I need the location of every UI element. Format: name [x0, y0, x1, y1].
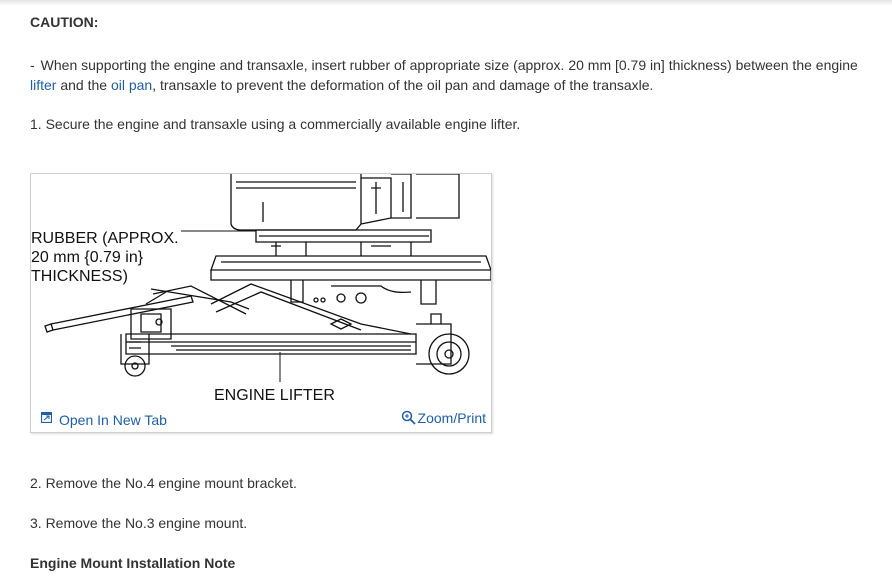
step-1: 1. Secure the engine and transaxle using a commercially available engine lifter.: [30, 116, 521, 132]
figure-footer: [31, 408, 491, 432]
section-title-engine-mount-installation-note: Engine Mount Installation Note: [30, 555, 236, 571]
caution-title: CAUTION:: [30, 14, 99, 30]
top-shadow-divider: [0, 0, 892, 6]
engine-lifter-illustration: [31, 174, 491, 408]
zoom-print-button[interactable]: [401, 410, 486, 426]
step-2: 2. Remove the No.4 engine mount bracket.: [30, 475, 297, 491]
step-3: 3. Remove the No.3 engine mount.: [30, 515, 248, 531]
caution-text-part1: When supporting the engine and transaxle, insert rubber of appropriate size (approx. 20 mm [0.79 in] thickness) between the engine: [40, 57, 858, 73]
caution-bullet: -: [30, 57, 35, 73]
caution-text-part2: and the: [56, 77, 111, 93]
open-new-tab-icon: [41, 415, 52, 426]
zoom-print-label: Zoom/Print: [417, 410, 486, 426]
caution-text-part3: , transaxle to prevent the deformation of the oil pan and damage of the transaxle.: [152, 77, 654, 93]
figure-label-rubber: RUBBER (APPROX. 20 mm {0.79 in} THICKNESS): [31, 230, 179, 285]
oil-pan-link[interactable]: oil pan: [110, 77, 153, 93]
figure-engine-lifter: [30, 173, 492, 433]
zoom-magnifier-icon: [401, 411, 416, 426]
lifter-link[interactable]: lifter: [30, 77, 57, 93]
open-in-new-tab-button[interactable]: [41, 412, 167, 428]
caution-text: [30, 55, 880, 95]
open-in-new-tab-label: Open In New Tab: [59, 412, 167, 428]
figure-label-engine-lifter: ENGINE LIFTER: [214, 387, 335, 404]
